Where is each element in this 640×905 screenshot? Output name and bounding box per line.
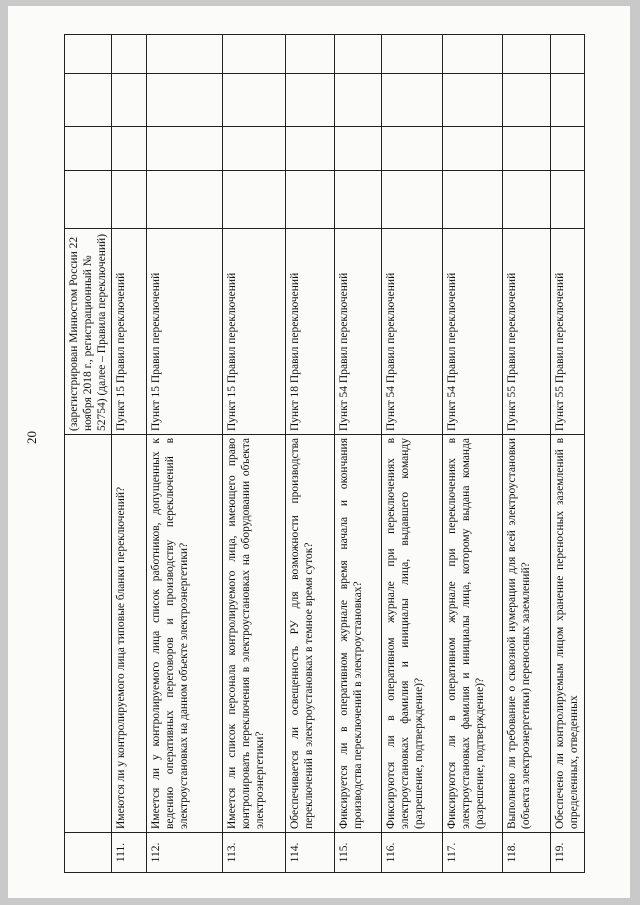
cell-reference: (зарегистрирован Минюстом России 22 ноября 2018 г., регистрационный № 52754) (далее – Правила переключений) <box>65 229 112 435</box>
cell-empty <box>112 35 147 74</box>
table-row <box>223 35 286 873</box>
cell-empty <box>112 171 147 229</box>
cell-empty <box>147 127 223 171</box>
cell-empty <box>551 127 585 171</box>
cell-empty <box>286 171 335 229</box>
cell-empty <box>503 35 551 74</box>
table-row <box>503 35 551 873</box>
cell-empty <box>223 35 286 74</box>
cell-empty <box>382 171 443 229</box>
row-number: 112. <box>147 833 223 873</box>
table-row <box>335 35 382 873</box>
cell-empty <box>503 127 551 171</box>
cell-empty <box>443 74 503 127</box>
table-row <box>112 35 147 873</box>
cell-empty <box>223 127 286 171</box>
table-row <box>286 35 335 873</box>
table-row <box>382 35 443 873</box>
row-number: 111. <box>112 833 147 873</box>
cell-num <box>65 833 112 873</box>
cell-empty <box>286 127 335 171</box>
cell-empty <box>65 171 112 229</box>
checklist-table <box>64 34 585 873</box>
row-reference: Пункт 54 Правил переключений <box>382 229 443 435</box>
cell-empty <box>147 74 223 127</box>
row-number: 117. <box>443 833 503 873</box>
row-number: 114. <box>286 833 335 873</box>
cell-empty <box>382 35 443 74</box>
cell-empty <box>551 35 585 74</box>
cell-empty <box>443 127 503 171</box>
row-reference: Пункт 15 Правил переключений <box>147 229 223 435</box>
cell-empty <box>551 171 585 229</box>
cell-empty <box>223 74 286 127</box>
table-row <box>65 35 112 873</box>
row-question: Фиксируются ли в оперативном журнале при переключениях в электроустановках фамилия и инициалы лица, выдавшего команду (разрешение, подтверждение)? <box>382 435 443 833</box>
cell-empty <box>147 171 223 229</box>
cell-empty <box>503 171 551 229</box>
cell-empty <box>443 171 503 229</box>
row-question: Имеются ли у контролируемого лица типовые бланки переключений? <box>112 435 147 833</box>
cell-empty <box>112 127 147 171</box>
row-question: Обеспечивается ли освещенность РУ для возможности производства переключений в электроустановках в темное время суток? <box>286 435 335 833</box>
row-reference: Пункт 55 Правил переключений <box>551 229 585 435</box>
table-row <box>443 35 503 873</box>
cell-question <box>65 435 112 833</box>
row-question: Выполнено ли требование о сквозной нумерации для всей электроустановки (объекта электроэнергетики) переносных заземлений? <box>503 435 551 833</box>
row-reference: Пункт 15 Правил переключений <box>223 229 286 435</box>
row-number: 115. <box>335 833 382 873</box>
row-question: Имеется ли у контролируемого лица список работников, допущенных к ведению оперативных переговоров и производству переключений в электроустановках на данном объекте электроэнергетики? <box>147 435 223 833</box>
row-reference: Пункт 15 Правил переключений <box>112 229 147 435</box>
cell-empty <box>335 74 382 127</box>
cell-empty <box>286 74 335 127</box>
row-question: Имеется ли список персонала контролируемого лица, имеющего право контролировать переключения в электроустановках на оборудовании объекта электроэнергетики? <box>223 435 286 833</box>
row-reference: Пункт 55 Правил переключений <box>503 229 551 435</box>
cell-empty <box>551 74 585 127</box>
row-question: Обеспечено ли контролируемым лицом хранение переносных заземлений в определенных, отведенных <box>551 435 585 833</box>
cell-empty <box>286 35 335 74</box>
row-number: 116. <box>382 833 443 873</box>
rotated-table-wrapper <box>64 35 581 873</box>
cell-empty <box>335 127 382 171</box>
row-reference: Пункт 54 Правил переключений <box>443 229 503 435</box>
row-number: 119. <box>551 833 585 873</box>
cell-empty <box>223 171 286 229</box>
row-question: Фиксируются ли в оперативном журнале при переключениях в электроустановках фамилия и инициалы лица, которому выдана команда (разрешение, подтверждение)? <box>443 435 503 833</box>
row-question: Фиксируется ли в оперативном журнале время начала и окончания производства переключений в электроустановках? <box>335 435 382 833</box>
row-reference: Пункт 54 Правил переключений <box>335 229 382 435</box>
row-reference: Пункт 18 Правил переключений <box>286 229 335 435</box>
cell-empty <box>503 74 551 127</box>
page-number: 20 <box>24 431 39 444</box>
table-row <box>551 35 585 873</box>
cell-empty <box>147 35 223 74</box>
cell-empty <box>335 171 382 229</box>
row-number: 118. <box>503 833 551 873</box>
cell-empty <box>65 127 112 171</box>
cell-empty <box>65 74 112 127</box>
cell-empty <box>65 35 112 74</box>
table-row <box>147 35 223 873</box>
cell-empty <box>112 74 147 127</box>
row-number: 113. <box>223 833 286 873</box>
cell-empty <box>335 35 382 74</box>
cell-empty <box>382 74 443 127</box>
cell-empty <box>382 127 443 171</box>
cell-empty <box>443 35 503 74</box>
